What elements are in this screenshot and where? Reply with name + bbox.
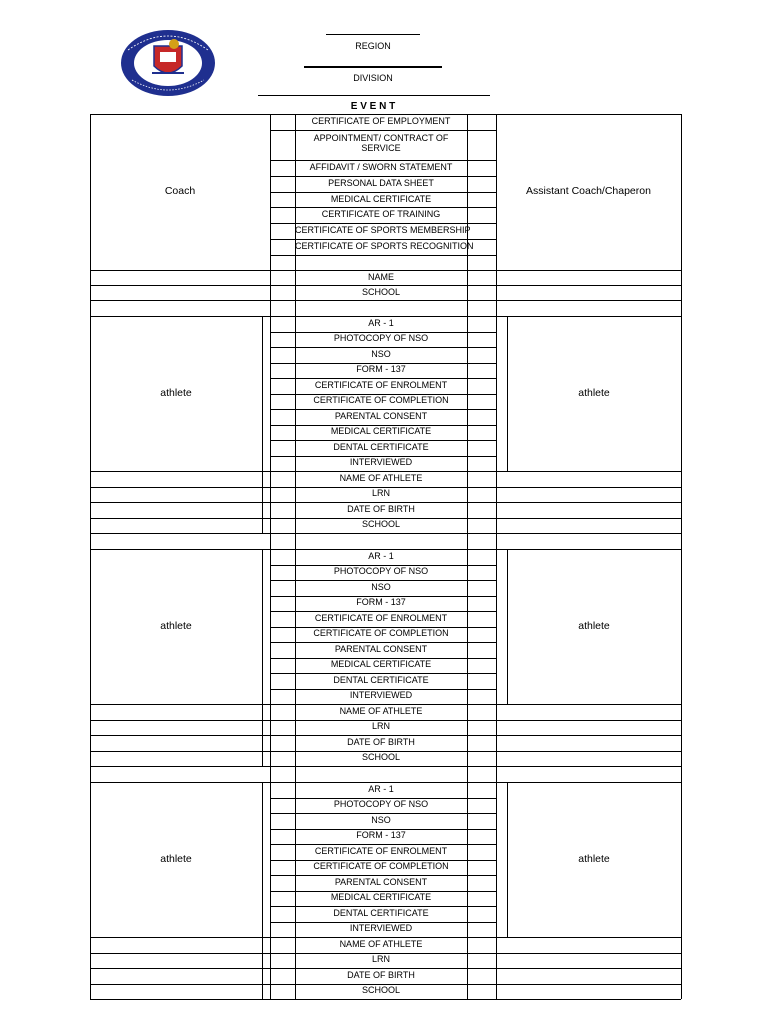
athlete-info-label: SCHOOL	[361, 985, 400, 996]
athlete-info-label: NAME OF ATHLETE	[339, 472, 423, 483]
athlete-requirement-label: AR - 1	[368, 783, 394, 794]
athlete-requirement-label: CERTIFICATE OF COMPLETION	[313, 628, 449, 639]
athlete-label-right: athlete	[578, 386, 610, 399]
athlete-requirement-label: NSO	[371, 348, 391, 359]
athlete-requirement-label: CERTIFICATE OF ENROLMENT	[314, 379, 448, 390]
athlete-requirement-label: FORM - 137	[356, 364, 406, 375]
athlete-label-left: athlete	[160, 852, 192, 865]
athlete-requirement-label: PHOTOCOPY OF NSO	[333, 333, 429, 344]
athlete-requirement-label: DENTAL CERTIFICATE	[333, 674, 429, 685]
athlete-requirement-label: PHOTOCOPY OF NSO	[333, 566, 429, 577]
athlete-requirement-label: PHOTOCOPY OF NSO	[333, 799, 429, 810]
assistant-coach-label: Assistant Coach/Chaperon	[526, 185, 651, 197]
athlete-requirement-label: PARENTAL CONSENT	[334, 643, 428, 654]
athlete-info-label: DATE OF BIRTH	[347, 736, 415, 747]
athlete-requirement-label: PARENTAL CONSENT	[334, 876, 428, 887]
coach-requirement-label: CERTIFICATE OF SPORTS MEMBERSHIP	[295, 225, 471, 235]
athlete-info-label: DATE OF BIRTH	[347, 503, 415, 514]
division-label: DIVISION	[353, 73, 393, 83]
athlete-requirement-label: DENTAL CERTIFICATE	[333, 907, 429, 918]
athlete-requirement-label: FORM - 137	[356, 597, 406, 608]
athlete-info-label: LRN	[371, 488, 390, 499]
coach-requirement-label: AFFIDAVIT / SWORN STATEMENT	[309, 162, 453, 172]
athlete-requirement-label: FORM - 137	[356, 830, 406, 841]
event-label: E V E N T	[350, 101, 396, 112]
athlete-requirement-label: INTERVIEWED	[349, 690, 413, 701]
athlete-requirement-label: MEDICAL CERTIFICATE	[330, 892, 432, 903]
athlete-requirement-label: DENTAL CERTIFICATE	[333, 441, 429, 452]
athlete-requirement-label: INTERVIEWED	[349, 457, 413, 468]
athlete-label-right: athlete	[578, 852, 610, 865]
athlete-label-left: athlete	[160, 619, 192, 632]
athlete-requirement-label: MEDICAL CERTIFICATE	[330, 426, 432, 437]
region-label: REGION	[355, 41, 391, 51]
athlete-requirement-label: NSO	[371, 814, 391, 825]
athlete-requirement-label: AR - 1	[368, 550, 394, 561]
coach-requirement-label: CERTIFICATE OF TRAINING	[321, 209, 441, 219]
athlete-info-label: SCHOOL	[361, 519, 400, 530]
athlete-info-label: LRN	[371, 954, 390, 965]
athlete-requirement-label: CERTIFICATE OF COMPLETION	[313, 861, 449, 872]
athlete-info-label: SCHOOL	[361, 752, 400, 763]
athlete-info-label: NAME OF ATHLETE	[339, 705, 423, 716]
athlete-requirement-label: NSO	[371, 581, 391, 592]
coach-info-label: NAME	[367, 271, 394, 282]
athlete-label-right: athlete	[578, 619, 610, 632]
coach-requirement-label: APPOINTMENT/ CONTRACT OF SERVICE	[313, 133, 449, 153]
athlete-requirement-label: CERTIFICATE OF ENROLMENT	[314, 845, 448, 856]
coach-requirement-label: CERTIFICATE OF EMPLOYMENT	[311, 116, 451, 126]
athlete-requirement-label: CERTIFICATE OF COMPLETION	[313, 395, 449, 406]
athlete-info-label: NAME OF ATHLETE	[339, 938, 423, 949]
coach-requirement-label: PERSONAL DATA SHEET	[328, 178, 434, 188]
athlete-requirement-label: INTERVIEWED	[349, 923, 413, 934]
coach-requirement-label: CERTIFICATE OF SPORTS RECOGNITION	[295, 241, 474, 251]
athlete-info-label: LRN	[371, 721, 390, 732]
athlete-info-label: DATE OF BIRTH	[347, 969, 415, 980]
athlete-requirement-label: CERTIFICATE OF ENROLMENT	[314, 612, 448, 623]
athlete-requirement-label: AR - 1	[368, 317, 394, 328]
athlete-label-left: athlete	[160, 386, 192, 399]
athlete-requirement-label: PARENTAL CONSENT	[334, 410, 428, 421]
coach-info-label: SCHOOL	[361, 286, 400, 297]
coach-requirement-label: MEDICAL CERTIFICATE	[330, 193, 432, 204]
coach-label: Coach	[164, 185, 196, 197]
athlete-requirement-label: MEDICAL CERTIFICATE	[330, 659, 432, 670]
